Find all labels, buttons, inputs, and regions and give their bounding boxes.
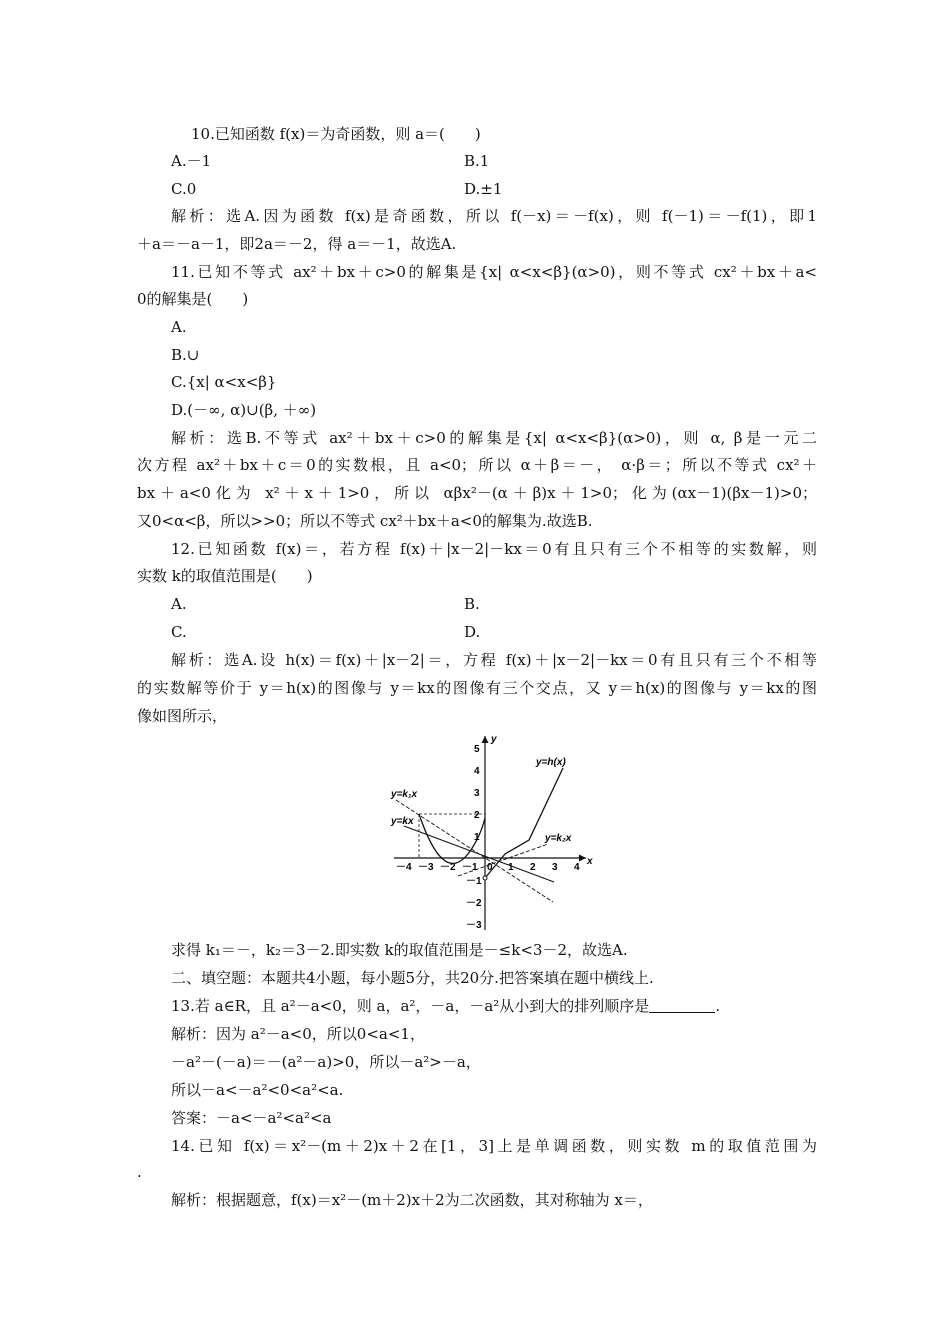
x-tick-label: 1: [508, 862, 514, 873]
q12-stem-line1: 12.已知函数 f(x)＝，若方程 f(x)＋|x－2|－kx＝0有且只有三个不相等的实数解，则: [171, 540, 817, 558]
q11-option-c: C.{x| α<x<β}: [171, 373, 277, 391]
q13-stem-text: 13.若 a∈R，且 a²－a<0，则 a，a²，－a，－a²从小到大的排列顺序是: [171, 997, 650, 1015]
q13-solution-line2: －a²－(－a)＝－(a²－a)>0，所以－a²>－a，: [171, 1053, 481, 1071]
q14-solution-line1: 解析：根据题意，f(x)＝x²－(m＋2)x＋2为二次函数，其对称轴为 x＝，: [171, 1191, 653, 1209]
q12-solution-line3: 像如图所示，: [137, 707, 228, 725]
x-tick-label: 3: [552, 862, 558, 873]
q11-solution-line3: bx＋a<0化为 x²＋x＋1>0，所以 αβx²－(α＋β)x＋1>0；化为(αx－1)(βx－1)>0；: [137, 484, 817, 502]
q13-stem: 13.若 a∈R，且 a²－a<0，则 a，a²，－a，－a²从小到大的排列顺序是 .: [171, 997, 721, 1015]
q12-option-d: D.: [464, 623, 481, 641]
x-tick-label: －1: [462, 862, 478, 873]
q14-stem-line1: 14.已知 f(x)＝x²－(m＋2)x＋2在[1，3]上是单调函数，则实数 m的取值范围为: [171, 1137, 817, 1155]
q12-solution-line4: 求得 k₁＝－，k₂＝3－2.即实数 k的取值范围是－≤k<3－2，故选A.: [171, 941, 628, 959]
q13-solution-line1: 解析：因为 a²－a<0，所以0<a<1，: [171, 1025, 425, 1043]
x-axis-label: x: [587, 856, 593, 867]
y-tick-label: 1: [474, 832, 480, 843]
q10-option-c: C.0: [171, 180, 197, 198]
section-heading-fill-in: 二、填空题：本题共4小题，每小题5分，共20分.把答案填在题中横线上.: [171, 969, 654, 987]
x-tick-label: 0: [487, 862, 493, 873]
q12-option-a: A.: [171, 595, 187, 613]
x-tick-label: －2: [440, 862, 456, 873]
q11-stem-line1: 11.已知不等式 ax²＋bx＋c>0的解集是{x| α<x<β}(α>0)，则不等式 cx²＋bx＋a<: [171, 263, 817, 281]
q12-solution-line2: 的实数解等价于 y＝h(x)的图像与 y＝kx的图像有三个交点，又 y＝h(x)的图像与 y＝kx的图: [137, 679, 817, 697]
x-tick-label: －4: [396, 862, 412, 873]
x-tick-label: －3: [418, 862, 434, 873]
q11-option-d: D.(－∞, α)∪(β, ＋∞): [171, 401, 317, 419]
y-tick-label: －1: [466, 876, 482, 887]
open-point: [483, 876, 487, 880]
q11-solution-line1: 解析：选B.不等式 ax²＋bx＋c>0的解集是{x| α<x<β}(α>0)，则 α, β是一元二: [171, 429, 817, 447]
q13-answer: 答案：－a<－a²<a²<a: [171, 1109, 332, 1127]
y-tick-label: －3: [466, 920, 482, 931]
q12-stem-line2: 实数 k的取值范围是( ): [137, 567, 313, 585]
q11-solution-line2: 次方程 ax²＋bx＋c＝0的实数根，且 a<0；所以 α＋β＝－， α·β＝；所以不等式 cx²＋: [137, 456, 817, 474]
q10-option-a: A.－1: [171, 152, 212, 170]
y-axis-label: y: [491, 734, 497, 745]
y-tick-label: 4: [474, 766, 480, 777]
q10-solution-line1: 解析：选A.因为函数 f(x)是奇函数，所以 f(－x)＝－f(x)，则 f(－1)＝－f(1)，即1: [171, 207, 817, 225]
q11-option-b: B.∪: [171, 346, 200, 364]
x-tick-label: 4: [574, 862, 580, 873]
q10-option-d: D.±1: [464, 180, 503, 198]
q11-solution-line4: 又0<α<β，所以>>0；所以不等式 cx²＋bx＋a<0的解集为.故选B.: [137, 512, 593, 530]
y-tick-label: 3: [474, 788, 480, 799]
q10-stem: 10.已知函数 f(x)＝为奇函数，则 a＝( ): [191, 125, 481, 143]
q11-option-a: A.: [171, 318, 187, 336]
label-k2x: y=k₂x: [545, 833, 572, 844]
q11-stem-line2: 0的解集是( ): [137, 290, 249, 308]
q12-option-b: B.: [464, 595, 480, 613]
q13-solution-line3: 所以－a<－a²<0<a²<a.: [171, 1081, 344, 1099]
q10-solution-line2: ＋a＝－a－1，即2a＝－2，得 a＝－1，故选A.: [137, 235, 457, 253]
q10-option-b: B.1: [464, 152, 490, 170]
x-tick-label: 2: [530, 862, 536, 873]
q12-solution-line1: 解析：选A.设 h(x)＝f(x)＋|x－2|＝，方程 f(x)＋|x－2|－kx＝0有且只有三个不相等: [171, 651, 817, 669]
q14-stem-line2: .: [137, 1163, 142, 1181]
answer-blank: [649, 998, 715, 1013]
y-tick-label: －2: [466, 898, 482, 909]
function-graph: [388, 730, 598, 935]
label-hx: y=h(x): [536, 757, 566, 768]
y-tick-label: 5: [474, 744, 480, 755]
label-kx: y=kx: [391, 816, 414, 827]
label-k1x: y=k₁x: [391, 789, 418, 800]
y-tick-label: 2: [474, 810, 480, 821]
q12-option-c: C.: [171, 623, 187, 641]
